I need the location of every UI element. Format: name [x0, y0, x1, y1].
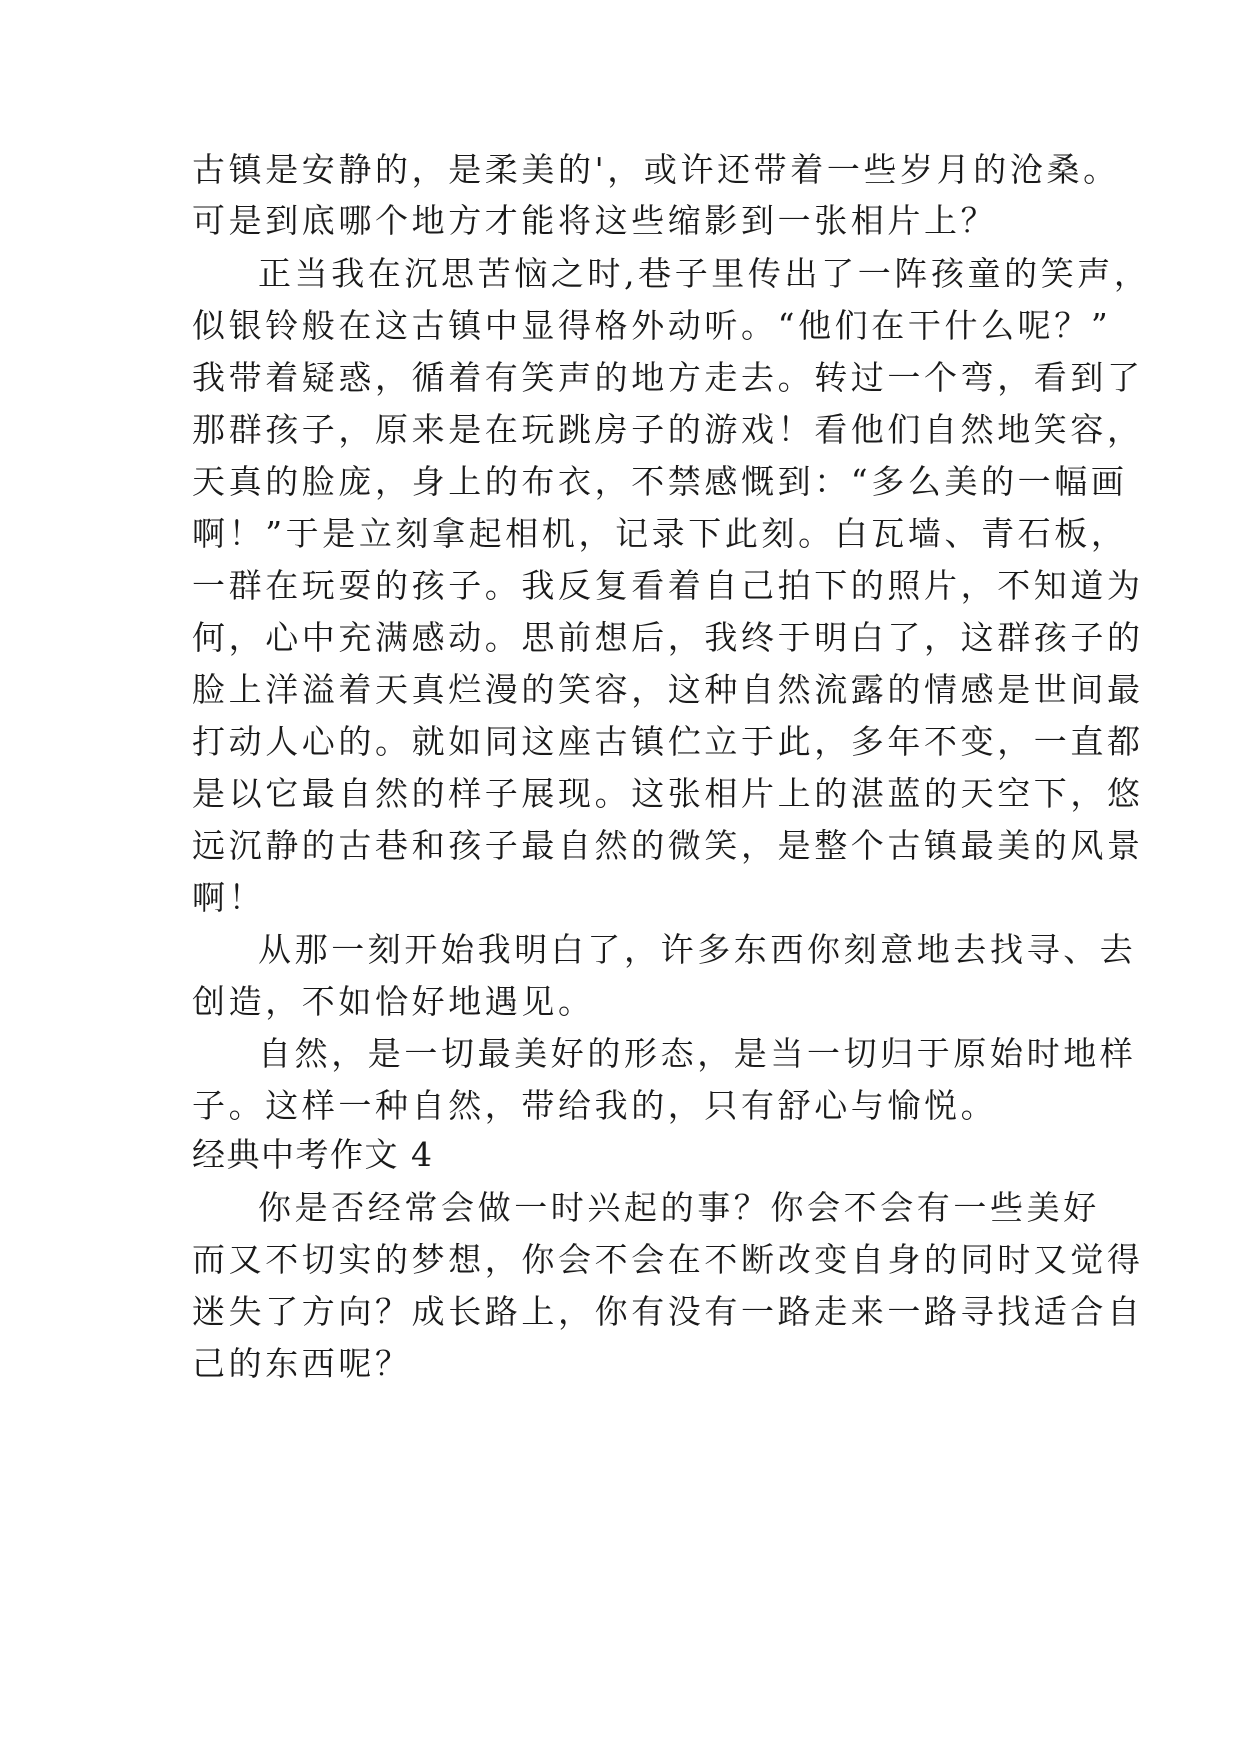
- paragraph-start-line: 从那一刻开始我明白了，许多东西你刻意地去找寻、去: [258, 930, 1137, 969]
- text-line: 何，心中充满感动。思前想后，我终于明白了，这群孩子的: [192, 618, 1144, 657]
- text-line: 我带着疑惑，循着有笑声的地方走去。转过一个弯，看到了: [192, 358, 1144, 397]
- text-line: 古镇是安静的，是柔美的'，或许还带着一些岁月的沧桑。: [192, 150, 1120, 189]
- text-line: 而又不切实的梦想，你会不会在不断改变自身的同时又觉得: [192, 1240, 1144, 1279]
- section-heading: 经典中考作文 4: [192, 1135, 434, 1174]
- text-line: 天真的脸庞，身上的布衣，不禁感慨到：“多么美的一幅画: [192, 462, 1128, 501]
- text-line: 啊！: [192, 878, 266, 917]
- text-line: 打动人心的。就如同这座古镇伫立于此，多年不变，一直都: [192, 722, 1144, 761]
- text-line: 啊！”于是立刻拿起相机，记录下此刻。白瓦墙、青石板，: [192, 514, 1128, 553]
- text-line: 那群孩子，原来是在玩跳房子的游戏！看他们自然地笑容，: [192, 410, 1144, 449]
- text-line: 可是到底哪个地方才能将这些缩影到一张相片上？: [192, 201, 998, 240]
- text-line: 迷失了方向？成长路上，你有没有一路走来一路寻找适合自: [192, 1292, 1144, 1331]
- text-line: 子。这样一种自然，带给我的，只有舒心与愉悦。: [192, 1086, 998, 1125]
- text-line: 远沉静的古巷和孩子最自然的微笑，是整个古镇最美的风景: [192, 826, 1144, 865]
- text-line: 脸上洋溢着天真烂漫的笑容，这种自然流露的情感是世间最: [192, 670, 1144, 709]
- text-line: 似银铃般在这古镇中显得格外动听。“他们在干什么呢？”: [192, 306, 1112, 345]
- paragraph-start-line: 自然，是一切最美好的形态，是当一切归于原始时地样: [258, 1034, 1137, 1073]
- text-line: 一群在玩耍的孩子。我反复看着自己拍下的照片，不知道为: [192, 566, 1144, 605]
- paragraph-start-line: 你是否经常会做一时兴起的事？你会不会有一些美好: [258, 1188, 1100, 1227]
- paragraph-start-line: 正当我在沉思苦恼之时,巷子里传出了一阵孩童的笑声，: [258, 254, 1151, 293]
- text-line: 创造，不如恰好地遇见。: [192, 982, 595, 1021]
- text-line: 是以它最自然的样子展现。这张相片上的湛蓝的天空下，悠: [192, 774, 1144, 813]
- text-line: 己的东西呢？: [192, 1344, 412, 1383]
